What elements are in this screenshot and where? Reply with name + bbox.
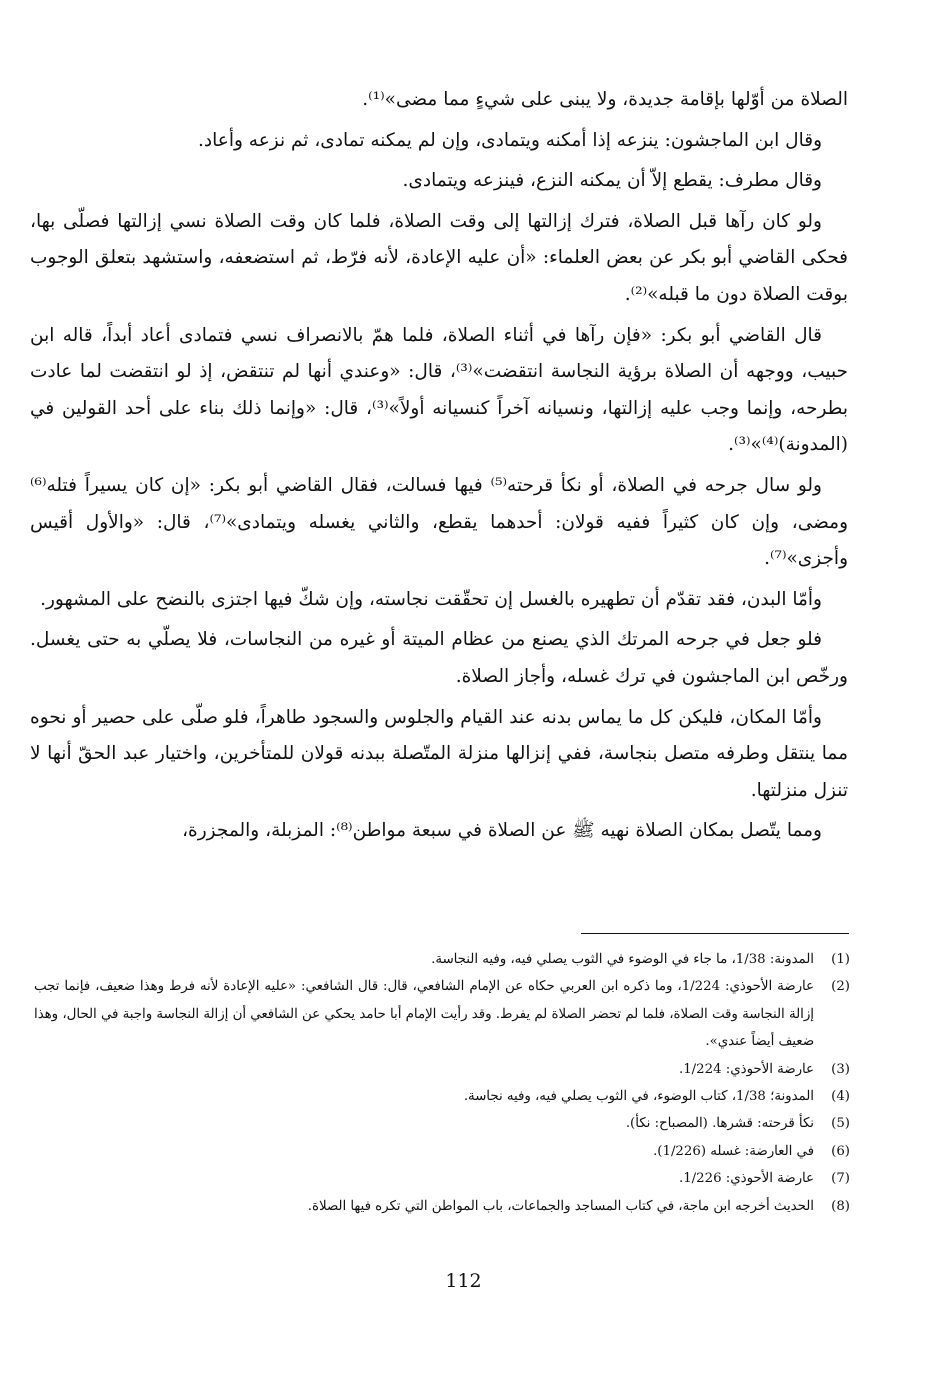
paragraph: وأمّا البدن، فقد تقدّم أن تطهيره بالغسل إن تحقّقت نجاسته، وإن شكّ فيها اجتزى بالنضح على المشهور. bbox=[40, 588, 822, 610]
footnote-separator bbox=[581, 933, 849, 934]
footnote-item bbox=[34, 1083, 850, 1110]
footnote-text: عارضة الأحوذي: 1/224. bbox=[678, 1061, 814, 1077]
paragraph: فلو جعل في جرحه المرتك الذي يصنع من عظام الميتة أو غيره من النجاسات، فلا يصلّي به حتى يغسل. ورخّص ابن الماجشون في ترك غسله، وأجاز الصلاة. bbox=[30, 629, 848, 687]
footnote-number: (1) bbox=[831, 952, 850, 967]
footnote-text: نكأ قرحته: قشرها. (المصباح: نكأ). bbox=[625, 1116, 814, 1132]
footnote-text: في العارضة: غسله (1/226). bbox=[653, 1143, 814, 1159]
footnotes bbox=[34, 946, 850, 1220]
footnote-item bbox=[34, 1193, 850, 1220]
page-number: 112 bbox=[445, 1270, 482, 1292]
footnote-text: عارضة الأحوذي: 1/224، وما ذكره ابن العربي حكاه عن الإمام الشافعي، قال: قال الشافعي: «عليه الإعادة لأنه فرط وهذا ضعيف، فإنما تجب إزالة النجاسة وقت الصلاة، فلما لم تحضر الصلاة لم يفرط. وقد رأيت الإمام أبا حامد يحكي عن الشافعي أن إزالة النجاسة واجبة في الحال، وهذا ضعيف أيضاً عندي». bbox=[34, 979, 814, 1050]
footnote-text: المدونة؛ 1/38، كتاب الوضوء، في الثوب يصلي فيه، وفيه نجاسة. bbox=[463, 1089, 814, 1105]
footnote-number: (3) bbox=[831, 1061, 850, 1077]
footnote-number: (4) bbox=[831, 1089, 850, 1105]
paragraph: قال القاضي أبو بكر: «فإن رآها في أثناء الصلاة، فلما همّ بالانصراف نسي فتمادى أعاد أبداً، قاله ابن حبيب، ووجهه أن الصلاة برؤية النجاسة انتقضت»⁽³⁾، قال: «وعندي أنها لم تنتقض، إذ لو انتقضت لما عادت بطرحه، وإنما وجب عليه إزالتها، ونسيانه آخراً كنسيانه أولاً»⁽³⁾، قال: «وإنما ذلك بناء على أحد القولين في (المدونة)⁽⁴⁾»⁽³⁾. bbox=[30, 324, 848, 456]
footnote-text: المدونة: 1/38، ما جاء في الوضوء في الثوب يصلي فيه، وفيه النجاسة. bbox=[431, 952, 814, 967]
footnote-number: (8) bbox=[831, 1198, 850, 1214]
footnote-number: (6) bbox=[831, 1143, 850, 1159]
footnote-item bbox=[34, 1138, 850, 1165]
footnote-text: الحديث أخرجه ابن ماجة، في كتاب المساجد والجماعات، باب المواطن التي تكره فيها الصلاة. bbox=[307, 1198, 814, 1214]
paragraph: الصلاة من أوّلها بإقامة جديدة، ولا يبنى على شيءٍ مما مضى»⁽¹⁾. bbox=[362, 89, 848, 110]
paragraph: ولو كان رآها قبل الصلاة، فترك إزالتها إلى وقت الصلاة، فلما كان وقت الصلاة نسي إزالتها فصلّى بها، فحكى القاضي أبو بكر عن بعض العلماء: «أن عليه الإعادة، لأنه فرّط، ثم استضعفه، واستشهد بتعلق الوجوب بوقت الصلاة دون ما قبله»⁽²⁾. bbox=[30, 210, 848, 305]
footnote-item bbox=[34, 1110, 850, 1137]
main-text bbox=[30, 82, 848, 854]
footnote-item bbox=[34, 946, 850, 973]
footnote-number: (7) bbox=[831, 1171, 850, 1187]
paragraph: وقال مطرف: يقطع إلاّ أن يمكنه النزع، فينزعه ويتمادى. bbox=[402, 170, 822, 192]
paragraph: ولو سال جرحه في الصلاة، أو نكأ قرحته⁽⁵⁾ فيها فسالت، فقال القاضي أبو بكر: «إن كان يسيراً فتله⁽⁶⁾ ومضى، وإن كان كثيراً ففيه قولان: أحدهما يقطع، والثاني يغسله ويتمادى»⁽⁷⁾، قال: «والأول أقيس وأجزى»⁽⁷⁾. bbox=[30, 474, 849, 570]
footnote-number: (2) bbox=[831, 979, 850, 995]
footnote-text: عارضة الأحوذي: 1/226. bbox=[678, 1171, 814, 1187]
footnote-item bbox=[34, 1056, 850, 1083]
paragraph: وقال ابن الماجشون: ينزعه إذا أمكنه ويتمادى، وإن لم يمكنه تمادى، ثم نزعه وأعاد. bbox=[198, 129, 822, 151]
footnote-number: (5) bbox=[831, 1116, 850, 1132]
paragraph: ومما يتّصل بمكان الصلاة نهيه ﷺ عن الصلاة في سبعة مواطن⁽⁸⁾: المزبلة، والمجزرة، bbox=[182, 820, 822, 842]
footnote-item bbox=[34, 973, 850, 1055]
footnote-item bbox=[34, 1165, 850, 1192]
paragraph: وأمّا المكان، فليكن كل ما يماس بدنه عند القيام والجلوس والسجود طاهراً، فلو صلّى على حصير أو نحوه مما ينتقل وطرفه متصل بنجاسة، ففي إنزالها منزلة المتّصلة ببدنه قولان للمتأخرين، واختيار عبد الحقّ أنها لا تنزل منزلتها. bbox=[30, 706, 848, 801]
